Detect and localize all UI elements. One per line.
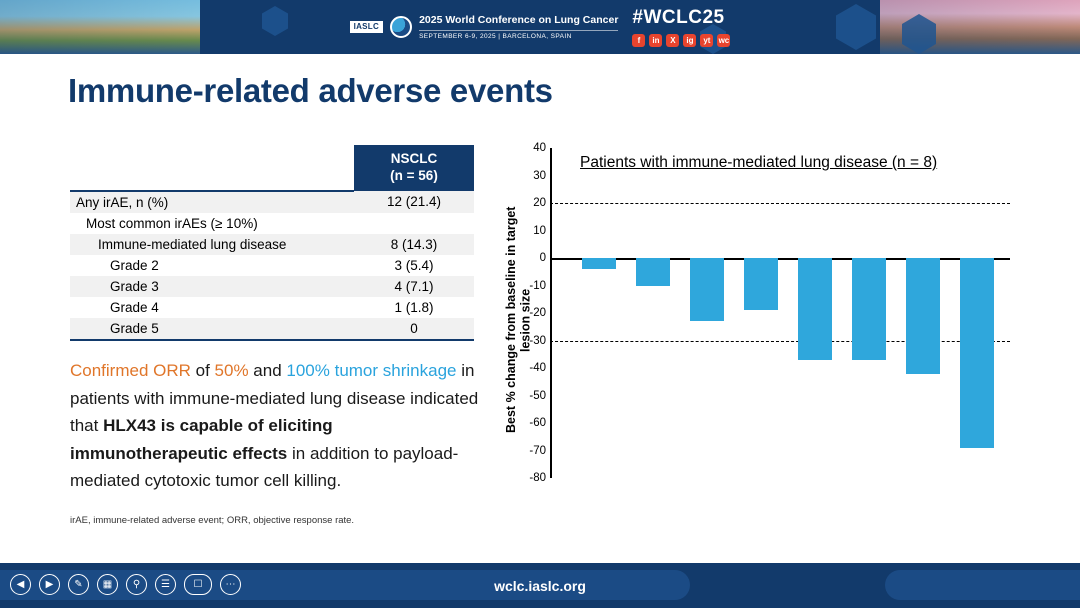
paragraph-text-1: of	[190, 361, 215, 380]
chart-bar	[690, 258, 724, 321]
search-icon[interactable]: ⚲	[126, 574, 147, 595]
irae-table	[70, 145, 474, 339]
paragraph-orr-highlight: Confirmed ORR	[70, 361, 191, 380]
chart-y-tick: 30	[533, 169, 546, 182]
row-value: 0	[354, 318, 474, 339]
row-value: 3 (5.4)	[394, 257, 434, 273]
table-row	[70, 276, 474, 297]
chart-y-axis-label	[503, 190, 532, 450]
table-header-nsclc	[354, 145, 474, 191]
table-body	[70, 191, 474, 339]
row-label: Most common irAEs (≥ 10%)	[86, 215, 258, 231]
row-value: 8 (14.3)	[354, 234, 474, 255]
notes-icon[interactable]: ☰	[155, 574, 176, 595]
paragraph-text-2: and	[248, 361, 287, 380]
chart-y-tick: 40	[533, 142, 546, 154]
chart-y-tick: 0	[539, 252, 546, 264]
chart-bar	[744, 258, 778, 310]
chart-bar	[852, 258, 886, 360]
chart-bar	[960, 258, 994, 448]
chart-reference-line	[550, 341, 1010, 342]
table-bottom-rule	[70, 339, 474, 341]
table-header-row	[70, 145, 474, 191]
row-value: 12 (21.4)	[354, 191, 474, 213]
banner-center-content	[320, 0, 760, 54]
play-icon[interactable]: ▶	[39, 574, 60, 595]
paragraph-text-3: in patients with immune-mediated lung disease indicated that	[70, 361, 479, 436]
chart-y-tick: -30	[529, 334, 546, 347]
table-row	[70, 318, 474, 339]
pen-icon[interactable]: ✎	[68, 574, 89, 595]
hexagon-decoration-icon	[836, 4, 876, 50]
paragraph-shrinkage-highlight: 100% tumor shrinkage	[286, 361, 457, 380]
wechat-icon[interactable]: wc	[718, 36, 730, 45]
row-label: Any irAE, n (%)	[70, 191, 354, 213]
chart-bar	[582, 258, 616, 269]
facebook-icon[interactable]: f	[632, 34, 645, 47]
table-row	[70, 191, 474, 213]
top-banner	[0, 0, 1080, 54]
slides-icon[interactable]: ▦	[97, 574, 118, 595]
paragraph-bold-claim: HLX43 is capable of eliciting immunotherapeutic effects	[70, 416, 333, 463]
paragraph-orr-value: 50%	[214, 361, 249, 380]
row-value: 4 (7.1)	[354, 276, 474, 297]
row-value	[354, 213, 474, 234]
more-options-icon[interactable]: ⋯	[220, 574, 241, 595]
table-header-nsclc-line2: (n = 56)	[390, 167, 438, 183]
row-value: 1 (1.8)	[394, 299, 434, 315]
footer-right-pill	[885, 570, 1080, 600]
chart-y-tick: -60	[529, 417, 546, 429]
instagram-icon[interactable]: ig	[683, 34, 696, 47]
chart-bar	[798, 258, 832, 360]
table-row	[70, 213, 474, 234]
previous-icon[interactable]: ◀	[10, 574, 31, 595]
conference-hashtag: #WCLC25	[632, 7, 725, 28]
camera-icon[interactable]: ☐	[184, 574, 212, 595]
footer-bar	[0, 563, 1080, 608]
chart-y-axis-label-text: Best % change from baseline in target lesion size	[503, 206, 532, 434]
footnote: irAE, immune-related adverse event; ORR, objective response rate.	[70, 515, 355, 526]
banner-left-photo	[0, 0, 200, 54]
row-label: Grade 5	[70, 318, 354, 339]
hexagon-decoration-icon	[262, 6, 288, 36]
chart-y-tick: -20	[529, 307, 546, 319]
youtube-icon[interactable]: yt	[700, 34, 713, 47]
row-label: Immune-mediated lung disease	[70, 234, 354, 255]
globe-icon	[390, 16, 412, 38]
summary-paragraph	[70, 357, 490, 495]
social-links	[632, 34, 730, 47]
paragraph-text-4: in addition to payload-mediated cytotoxic tumor cell killing.	[70, 443, 459, 491]
chart-bar	[636, 258, 670, 286]
table-row	[70, 297, 474, 318]
page-title: Immune-related adverse events	[68, 72, 553, 109]
row-label: Grade 2	[110, 257, 159, 273]
row-label: Grade 4	[110, 299, 159, 315]
chart-plot-area	[529, 142, 1010, 484]
chart-title: Patients with immune-mediated lung disease (n = 8)	[580, 154, 938, 171]
chart-y-tick: -80	[529, 472, 546, 484]
iaslc-badge-label: IASLC	[350, 21, 384, 33]
row-label: Grade 3	[70, 276, 354, 297]
chart-y-tick: -10	[529, 279, 546, 292]
irae-table-container	[70, 145, 474, 341]
table-header-nsclc-line1: NSCLC	[390, 151, 438, 166]
chart-y-tick: 20	[533, 197, 546, 209]
chart-y-axis-line	[550, 148, 552, 478]
chart-y-tick: -50	[529, 389, 546, 402]
chart-reference-line	[550, 203, 1010, 204]
footer-url: wclc.iaslc.org	[494, 578, 586, 594]
iaslc-logo	[350, 14, 619, 39]
table-header-blank	[70, 145, 354, 191]
table-row	[70, 255, 474, 276]
chart-y-tick: -70	[529, 444, 546, 457]
conference-date: SEPTEMBER 6-9, 2025 | BARCELONA, SPAIN	[419, 30, 618, 40]
waterfall-chart	[500, 138, 1020, 488]
conference-name: 2025 World Conference on Lung Cancer	[419, 14, 619, 27]
linkedin-icon[interactable]: in	[649, 34, 662, 47]
player-controls	[10, 574, 241, 595]
chart-zero-line	[550, 258, 1010, 260]
x-twitter-icon[interactable]: X	[666, 34, 679, 47]
table-row	[70, 234, 474, 255]
chart-y-tick: 10	[533, 224, 546, 237]
chart-bar	[906, 258, 940, 374]
chart-y-tick: -40	[529, 362, 546, 374]
